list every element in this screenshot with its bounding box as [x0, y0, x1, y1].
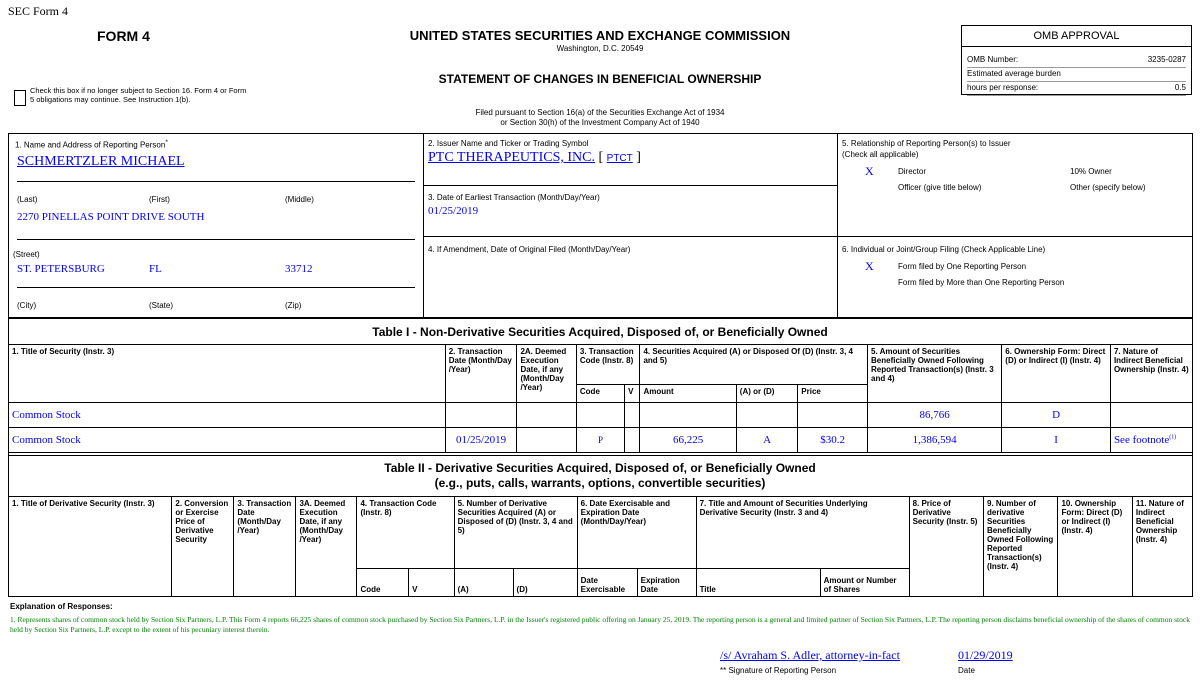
- t2-h-deemed: 3A. Deemed Execution Date, if any (Month/Day /Year): [296, 497, 357, 597]
- commission-title: UNITED STATES SECURITIES AND EXCHANGE COMMISSION: [409, 28, 791, 43]
- omb-burden-row: [967, 67, 1186, 82]
- sec-form-label: SEC Form 4: [8, 4, 69, 18]
- form-title: FORM 4: [97, 28, 150, 44]
- t1-r0-v: [625, 403, 640, 428]
- zip-label: (Zip): [285, 301, 302, 310]
- t1-r1-price: $30.2: [798, 428, 868, 453]
- t2-h-code-sub: Code: [357, 569, 409, 597]
- t2-h-form: 10. Ownership Form: Direct (D) or Indirect (I) (Instr. 4): [1058, 497, 1132, 597]
- filing-box: [837, 236, 1193, 318]
- relationship-box: [837, 133, 1193, 237]
- t1-r1-aord: A: [736, 428, 798, 453]
- t1-h-amount-sub: Amount: [640, 385, 736, 403]
- issuer-line: [428, 150, 641, 166]
- reporting-person-box: [8, 133, 424, 318]
- t2-h-v-sub: V: [409, 569, 454, 597]
- first-label: (First): [149, 195, 170, 204]
- state-label: (State): [149, 301, 174, 310]
- t1-h-form: 6. Ownership Form: Direct (D) or Indirect (I) (Instr. 4): [1002, 345, 1111, 403]
- t1-r1-amount: 66,225: [640, 428, 736, 453]
- omb-hours-label: hours per response:: [967, 83, 1039, 92]
- t2-h-underlying-title: Title: [696, 569, 820, 597]
- t1-r0-price: [798, 403, 868, 428]
- omb-hours-value: 0.5: [1174, 83, 1186, 92]
- earliest-transaction-label: 3. Date of Earliest Transaction (Month/Day/Year): [428, 193, 600, 202]
- street-label: (Street): [13, 250, 40, 259]
- t1-r0-title: Common Stock: [9, 403, 446, 428]
- t1-h-deemed: 2A. Deemed Execution Date, if any (Month/Day /Year): [517, 345, 576, 403]
- officer-label: Officer (give title below): [898, 183, 982, 192]
- t1-h-code-sub: Code: [576, 385, 624, 403]
- t1-r0-nature: [1110, 403, 1192, 428]
- t1-h-price-sub: Price: [798, 385, 868, 403]
- amendment-label: 4. If Amendment, Date of Original Filed (Month/Day/Year): [428, 245, 631, 254]
- t2-h-expiration: Expiration Date: [637, 569, 696, 597]
- t1-h-code: 3. Transaction Code (Instr. 8): [576, 345, 640, 385]
- middle-label: (Middle): [285, 195, 314, 204]
- earliest-transaction-box: [423, 185, 838, 237]
- director-x-mark: X: [865, 164, 874, 178]
- signature-date: 01/29/2019: [958, 648, 1013, 662]
- section16-checkbox[interactable]: [14, 90, 26, 106]
- t2-h-number: 5. Number of Derivative Securities Acquired (A) or Disposed of (D) (Instr. 3, 4 and 5): [454, 497, 577, 569]
- t1-h-aord-sub: (A) or (D): [736, 385, 798, 403]
- amendment-box: [423, 236, 838, 318]
- t2-h-exercisable: 6. Date Exercisable and Expiration Date (Month/Day/Year): [577, 497, 696, 569]
- t1-r1-deemed: [517, 428, 576, 453]
- explanation-title: Explanation of Responses:: [10, 602, 113, 611]
- t2-h-conversion: 2. Conversion or Exercise Price of Derivative Security: [172, 497, 234, 597]
- table-row: [9, 403, 1193, 428]
- t1-r1-nature: [1110, 428, 1192, 453]
- city-label: (City): [17, 301, 37, 310]
- t1-r0-aord: [736, 403, 798, 428]
- table2: [8, 496, 1193, 597]
- commission-location: Washington, D.C. 20549: [556, 44, 644, 53]
- omb-number-value: 3235-0287: [1147, 55, 1186, 64]
- t2-h-code: 4. Transaction Code (Instr. 8): [357, 497, 454, 569]
- omb-number-row: [967, 53, 1186, 68]
- issuer-label: 2. Issuer Name and Ticker or Trading Symbol: [428, 139, 589, 148]
- filing-one-label: Form filed by One Reporting Person: [898, 262, 1027, 271]
- t1-r1-date: 01/25/2019: [445, 428, 517, 453]
- filing-x-mark: X: [865, 259, 874, 273]
- t1-r1-title: Common Stock: [9, 428, 446, 453]
- filing-many-label: Form filed by More than One Reporting Person: [898, 278, 1065, 287]
- t1-h-owned: 5. Amount of Securities Beneficially Owned Following Reported Transaction(s) (Instr. 3 and 4): [868, 345, 1002, 403]
- issuer-name-link[interactable]: PTC THERAPEUTICS, INC.: [428, 150, 595, 165]
- t1-r1-v: [625, 428, 640, 453]
- ten-percent-owner-label: 10% Owner: [1070, 167, 1112, 176]
- ticker-open-bracket: [: [598, 150, 604, 165]
- date-label: Date: [958, 666, 975, 675]
- t1-h-nature: 7. Nature of Indirect Beneficial Ownership (Instr. 4): [1110, 345, 1192, 403]
- t2-h-a-sub: (A): [454, 569, 513, 597]
- t1-r0-amount: [640, 403, 736, 428]
- t2-h-underlying-amount: Amount or Number of Shares: [820, 569, 909, 597]
- signature-label: ** Signature of Reporting Person: [720, 666, 837, 675]
- reporting-person-asterisk: *: [165, 139, 168, 146]
- filing-label: 6. Individual or Joint/Group Filing (Check Applicable Line): [842, 245, 1046, 254]
- omb-burden-label: Estimated average burden: [967, 69, 1061, 78]
- t2-h-price: 8. Price of Derivative Security (Instr. 5): [909, 497, 983, 597]
- footnote-1: 1. Represents shares of common stock held by Section Six Partners, L.P. This Form 4 reports 66,225 shares of common stock purchased by Section Six Partners, L.P. in the Issuer's registered public offering on January 25, 2019. The reporting person is a general and limited partner of Section Six Partners, L.P. The reporting person disclaims beneficial ownership of the shares of common stock held by Section Six Partners, L.P. except to the extent of his pecuniary interest therein.: [10, 615, 1190, 634]
- t1-h-title: 1. Title of Security (Instr. 3): [9, 345, 446, 403]
- t1-h-v-sub: V: [625, 385, 640, 403]
- table2-subtitle: (e.g., puts, calls, warrants, options, convertible securities): [434, 476, 766, 490]
- last-label: (Last): [17, 195, 38, 204]
- issuer-box: [423, 133, 838, 186]
- statement-title: STATEMENT OF CHANGES IN BENEFICIAL OWNERSHIP: [438, 72, 762, 86]
- t2-h-date: 3. Transaction Date (Month/Day /Year): [234, 497, 296, 597]
- t2-h-number-owned: 9. Number of derivative Securities Beneficially Owned Following Reported Transaction(s) (Instr. 4): [984, 497, 1058, 597]
- t1-r1-form: I: [1002, 428, 1111, 453]
- omb-hours-row: [967, 81, 1186, 96]
- filed-pursuant-line1: Filed pursuant to Section 16(a) of the Securities Exchange Act of 1934: [475, 108, 725, 117]
- t1-h-date: 2. Transaction Date (Month/Day /Year): [445, 345, 517, 403]
- t2-h-date-exercisable: Date Exercisable: [577, 569, 637, 597]
- t1-r0-date: [445, 403, 517, 428]
- t2-h-d-sub: (D): [513, 569, 577, 597]
- t2-h-underlying: 7. Title and Amount of Securities Underlying Derivative Security (Instr. 3 and 4): [696, 497, 909, 569]
- t2-h-title: 1. Title of Derivative Security (Instr. 3): [9, 497, 172, 597]
- reporting-person-label: 1. Name and Address of Reporting Person: [15, 140, 166, 150]
- omb-title: OMB APPROVAL: [962, 26, 1191, 47]
- t1-r1-footnote-ref[interactable]: (1): [1169, 434, 1177, 441]
- relationship-label: 5. Relationship of Reporting Person(s) to Issuer: [842, 139, 1011, 148]
- table1-title: Table I - Non-Derivative Securities Acquired, Disposed of, or Beneficially Owned: [372, 325, 828, 339]
- zip-value: 33712: [285, 263, 313, 275]
- ticker-link[interactable]: PTCT: [606, 153, 633, 164]
- reporting-person-name-link[interactable]: SCHMERTZLER MICHAEL: [17, 154, 185, 169]
- omb-approval-box: [961, 25, 1192, 95]
- t1-h-acquired: 4. Securities Acquired (A) or Disposed Of (D) (Instr. 3, 4 and 5): [640, 345, 868, 385]
- table1: [8, 344, 1193, 453]
- t1-r1-code: P: [576, 428, 624, 453]
- signature-link[interactable]: /s/ Avraham S. Adler, attorney-in-fact: [720, 648, 900, 662]
- ticker-close-bracket: ]: [636, 150, 641, 165]
- filed-pursuant-line2: or Section 30(h) of the Investment Company Act of 1940: [500, 118, 700, 127]
- city-value: ST. PETERSBURG: [17, 263, 105, 275]
- t1-r1-nature-text: See footnote: [1113, 434, 1170, 446]
- table-row: [9, 428, 1193, 453]
- state-value: FL: [149, 263, 162, 275]
- t2-h-nature: 11. Nature of Indirect Beneficial Ownership (Instr. 4): [1132, 497, 1192, 597]
- t1-r0-owned: 86,766: [868, 403, 1002, 428]
- t1-r0-code: [576, 403, 624, 428]
- omb-number-label: OMB Number:: [967, 55, 1019, 64]
- t1-r0-form: D: [1002, 403, 1111, 428]
- relationship-sub: (Check all applicable): [842, 150, 919, 159]
- t1-r0-deemed: [517, 403, 576, 428]
- street-value: 2270 PINELLAS POINT DRIVE SOUTH: [17, 211, 205, 223]
- section16-checkbox-label: Check this box if no longer subject to Section 16. Form 4 or Form 5 obligations may continue. See Instruction 1(b).: [30, 86, 247, 104]
- other-label: Other (specify below): [1070, 183, 1146, 192]
- table2-title: Table II - Derivative Securities Acquired, Disposed of, or Beneficially Owned: [384, 461, 816, 475]
- t1-r1-owned: 1,386,594: [868, 428, 1002, 453]
- earliest-transaction-value: 01/25/2019: [428, 205, 479, 217]
- director-label: Director: [898, 167, 927, 176]
